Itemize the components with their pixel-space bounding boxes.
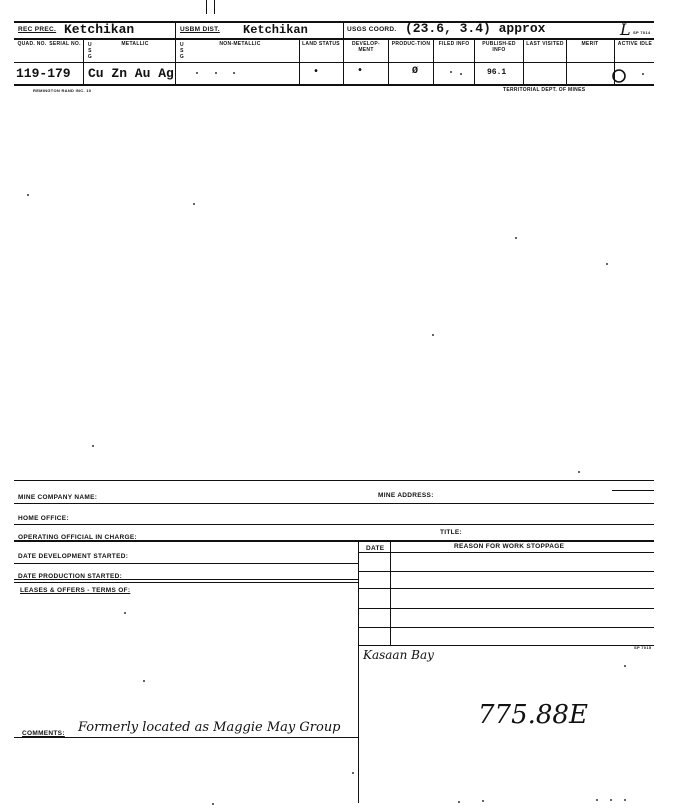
rule bbox=[358, 552, 654, 553]
form-number-2: SP 7015 bbox=[634, 645, 652, 650]
record-top-rule bbox=[14, 62, 654, 63]
col-divider bbox=[343, 22, 344, 84]
date-production-label: DATE PRODUCTION STARTED: bbox=[18, 573, 123, 580]
location-note: Kasaan Bay bbox=[363, 648, 434, 662]
card-corner-line bbox=[612, 490, 654, 491]
usgs-coord-label: USGS COORD. bbox=[347, 26, 397, 33]
rule bbox=[358, 627, 654, 628]
reason-col-header: REASON FOR WORK STOPPAGE bbox=[454, 543, 565, 550]
col-quad-no: QUAD. NO. bbox=[17, 41, 47, 47]
rule bbox=[14, 540, 654, 542]
usgs-coord-value: (23.6, 3.4) approx bbox=[405, 21, 546, 36]
rule bbox=[14, 524, 654, 525]
col-active-idle: ACTIVE IDLE bbox=[617, 41, 653, 47]
center-divider bbox=[358, 541, 359, 803]
col-divider bbox=[299, 39, 300, 84]
col-production: PRODUC-TION bbox=[391, 41, 431, 47]
col-land-status: LAND STATUS bbox=[302, 41, 340, 47]
col-serial-no: SERIAL NO. bbox=[49, 41, 81, 47]
record-published: 96.1 bbox=[487, 68, 507, 77]
record-quad-serial: 119-179 bbox=[16, 66, 71, 81]
col-merit: MERIT bbox=[581, 41, 599, 47]
corner-mark: L bbox=[620, 20, 631, 39]
land-status-mark: • bbox=[313, 67, 320, 78]
usbm-dist-value: Ketchikan bbox=[243, 23, 308, 37]
col-divider bbox=[175, 22, 176, 84]
home-office-label: HOME OFFICE: bbox=[18, 515, 69, 522]
margin-mark bbox=[206, 0, 207, 14]
header-bottom-rule bbox=[14, 38, 654, 40]
col-metallic: METALLIC bbox=[121, 41, 149, 47]
rec-prec-label: REC PREC. bbox=[18, 26, 57, 33]
col-filed-info: FILED INFO bbox=[438, 41, 470, 47]
col-nonmetallic: NON-METALLIC bbox=[219, 41, 261, 47]
col-usg-right: U S G bbox=[179, 42, 185, 60]
rule bbox=[358, 608, 654, 609]
col-divider bbox=[523, 39, 524, 84]
col-usg-left: U S G bbox=[87, 42, 93, 60]
rec-prec-value: Ketchikan bbox=[64, 22, 135, 37]
active-circle-mark bbox=[610, 67, 628, 85]
comments-value: Formerly located as Maggie May Group bbox=[78, 720, 341, 735]
operating-official-label: OPERATING OFFICIAL IN CHARGE: bbox=[18, 534, 137, 541]
col-divider bbox=[433, 39, 434, 84]
rule bbox=[358, 645, 654, 646]
col-divider bbox=[566, 39, 567, 84]
date-col-divider bbox=[390, 541, 391, 645]
col-published-info: PUBLISH-ED INFO bbox=[482, 41, 516, 53]
mine-address-label: MINE ADDRESS: bbox=[378, 492, 434, 499]
rule bbox=[14, 579, 358, 580]
col-divider bbox=[474, 39, 475, 84]
rule bbox=[14, 737, 358, 738]
rule bbox=[358, 588, 654, 589]
date-development-label: DATE DEVELOPMENT STARTED: bbox=[18, 553, 129, 560]
rule bbox=[14, 563, 358, 564]
rule bbox=[358, 571, 654, 572]
leases-label: LEASES & OFFERS - TERMS OF: bbox=[20, 587, 131, 594]
id-note: 775.88E bbox=[478, 700, 588, 730]
comments-label: COMMENTS: bbox=[22, 730, 65, 737]
title-label: TITLE: bbox=[440, 529, 463, 536]
rule bbox=[14, 503, 654, 504]
mine-company-name-label: MINE COMPANY NAME: bbox=[18, 494, 98, 501]
col-divider bbox=[83, 39, 84, 84]
record-metallic: Cu Zn Au Ag bbox=[88, 66, 174, 81]
rule bbox=[14, 582, 358, 583]
col-development: DEVELOP-MENT bbox=[352, 41, 380, 53]
usbm-dist-label: USBM DIST. bbox=[180, 26, 220, 33]
printer-credit: REMINGTON RAND INC. 10 bbox=[33, 88, 92, 93]
record-bottom-rule bbox=[14, 84, 654, 86]
margin-mark bbox=[214, 0, 215, 14]
development-mark: • bbox=[357, 66, 364, 77]
col-last-visited: LAST VISITED bbox=[526, 41, 564, 47]
territorial-dept: TERRITORIAL DEPT. OF MINES bbox=[503, 87, 586, 93]
date-col-header: DATE bbox=[366, 545, 385, 552]
form-number: SP 7014 bbox=[633, 30, 651, 35]
production-mark: Ø bbox=[412, 66, 419, 77]
card-top-edge bbox=[14, 480, 654, 481]
col-divider bbox=[388, 39, 389, 84]
